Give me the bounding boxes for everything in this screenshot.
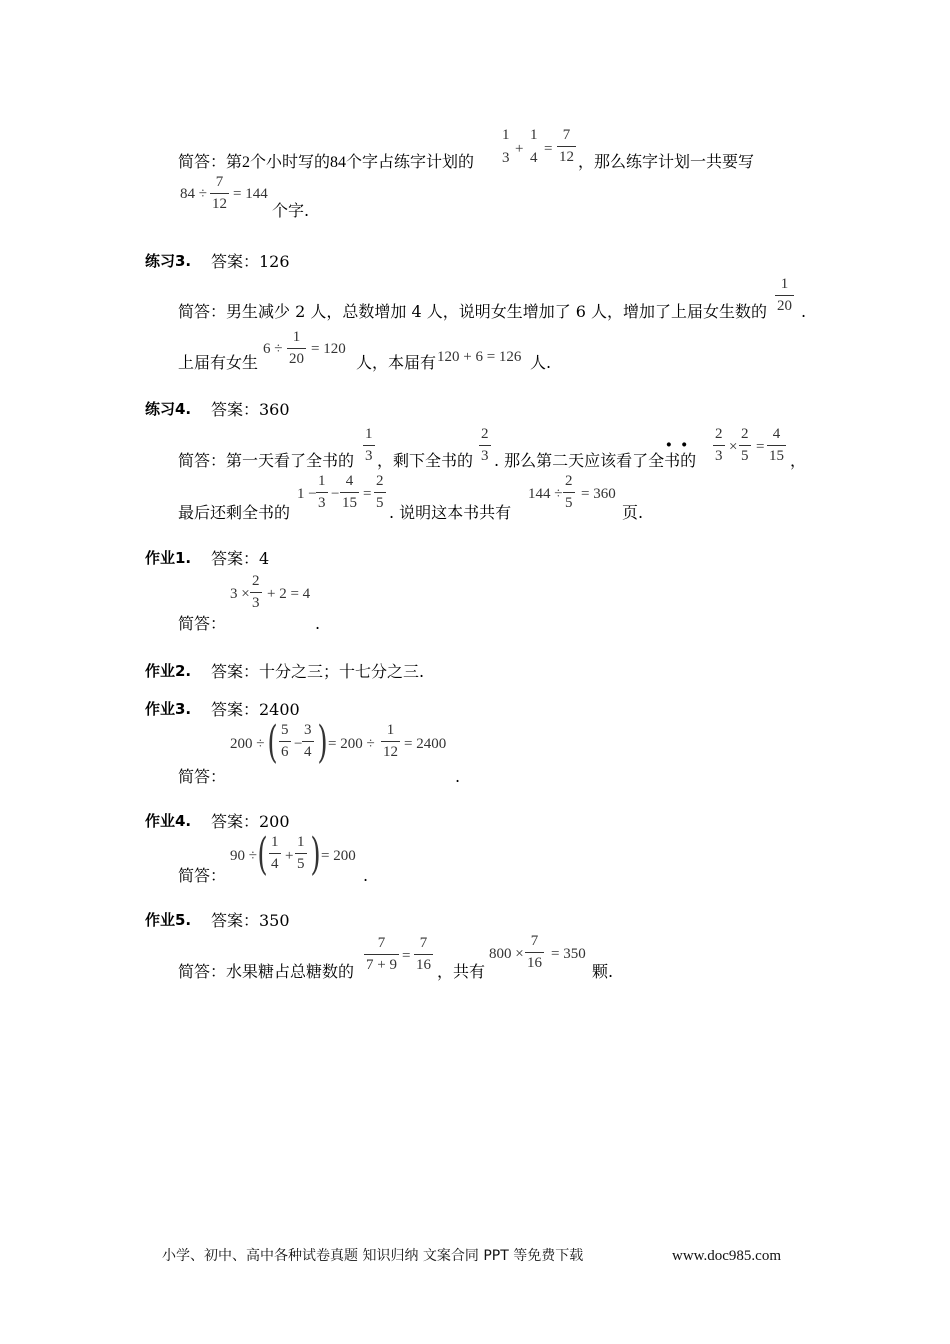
- fraction: 7 16: [527, 933, 542, 971]
- math-op: −: [294, 736, 303, 752]
- math-expr: 90 ÷: [230, 848, 257, 864]
- answer: 答案：126: [211, 252, 290, 271]
- fraction: 5 6: [281, 722, 289, 760]
- brief-text: 最后还剩全书的: [178, 503, 291, 522]
- brief-text: . 说明这本书共有: [389, 503, 512, 522]
- punct: .: [801, 302, 807, 321]
- fraction: 1 12: [383, 722, 398, 760]
- math-expr: 1 −: [297, 486, 317, 502]
- math-expr: + 2 = 4: [267, 586, 311, 602]
- math-op: =: [544, 141, 553, 157]
- math-op: +: [285, 848, 294, 864]
- math-op: =: [402, 948, 411, 964]
- fraction: 2 5: [565, 473, 573, 511]
- fraction: 1 20: [777, 276, 792, 314]
- fraction: 2 3: [481, 426, 489, 464]
- brief-text: 简答：: [178, 866, 227, 885]
- fraction: 4 15: [769, 426, 784, 464]
- fraction: 2 3: [252, 573, 260, 611]
- item-label: 练习3.: [145, 252, 192, 270]
- brief-text: . 那么第二天应该看了全书的: [494, 451, 697, 470]
- math-expr: = 144: [233, 186, 268, 202]
- fraction: 2 5: [376, 473, 384, 511]
- fraction: 7 12: [212, 174, 227, 212]
- brief-text: ，共有: [437, 962, 486, 981]
- brief-text: 简答：: [178, 767, 227, 786]
- brief-text: 简答：水果糖占总糖数的: [178, 962, 355, 981]
- answer: 答案：2400: [211, 700, 300, 719]
- answer: 答案：350: [211, 911, 290, 930]
- brief-text: 颗.: [592, 962, 614, 981]
- math-expr: 84 ÷: [180, 186, 207, 202]
- answer: 答案：4: [211, 549, 270, 568]
- fraction: 1 3: [502, 127, 510, 166]
- answer: 答案：200: [211, 812, 290, 831]
- math-expr: = 200: [321, 848, 356, 864]
- brief-text: 人.: [530, 353, 552, 372]
- fraction: 7 12: [559, 127, 574, 165]
- item-label: 作业5.: [145, 911, 192, 929]
- brief-text: 简答：第一天看了全书的: [178, 451, 355, 470]
- math-op: =: [756, 439, 765, 455]
- math-expr: = 2400: [404, 736, 447, 752]
- fraction: 1 20: [289, 329, 304, 367]
- fraction: 1 4: [530, 127, 538, 166]
- footer-text: 小学、初中、高中各种试卷真题 知识归纳 文案合同 PPT 等免费下载: [162, 1248, 584, 1264]
- fraction: 2 5: [741, 426, 749, 464]
- item-label: 练习4.: [145, 400, 192, 418]
- item-label: 作业3.: [145, 700, 192, 718]
- math-op: =: [363, 486, 372, 502]
- fraction: 4 15: [342, 473, 357, 511]
- punct: .: [363, 866, 369, 885]
- decorative-dots: · ·: [665, 432, 688, 458]
- fraction: 7 7 + 9: [366, 935, 397, 973]
- math-expr: = 360: [581, 486, 616, 502]
- left-paren: (: [267, 717, 278, 768]
- footer-url[interactable]: www.doc985.com: [672, 1248, 782, 1264]
- brief-text: 简答：男生减少 2 人，总数增加 4 人，说明女生增加了 6 人，增加了上届女生数的: [178, 302, 768, 321]
- brief-text: 简答：: [178, 614, 227, 633]
- left-paren: (: [257, 829, 268, 880]
- right-paren: ): [317, 717, 328, 768]
- punct: .: [455, 767, 461, 786]
- math-op: +: [515, 141, 524, 157]
- item-label: 作业1.: [145, 549, 192, 567]
- brief-text: 上届有女生: [178, 353, 259, 372]
- brief-text: 人，本届有: [356, 353, 437, 372]
- brief-text: 个字.: [272, 201, 310, 220]
- math-expr: 200 ÷: [230, 736, 265, 752]
- math-op: −: [331, 486, 340, 502]
- punct: ，: [790, 451, 807, 470]
- brief-text: 简答：第2个小时写的84个字占练字计划的: [178, 152, 475, 171]
- math-expr: 120 + 6 = 126: [437, 349, 522, 365]
- math-expr: = 120: [311, 341, 346, 357]
- fraction: 3 4: [304, 722, 312, 760]
- item-label: 作业2.: [145, 662, 192, 680]
- math-expr: 6 ÷: [263, 341, 283, 357]
- item-label: 作业4.: [145, 812, 192, 830]
- fraction: 2 3: [715, 426, 723, 464]
- math-expr: 800 ×: [489, 946, 524, 962]
- math-expr: = 350: [551, 946, 586, 962]
- math-op: ×: [729, 439, 738, 455]
- fraction: 7 16: [416, 935, 431, 973]
- brief-text: ，那么练字计划一共要写: [578, 152, 755, 171]
- answer: 答案：360: [211, 400, 290, 419]
- brief-text: ，剩下全书的: [377, 451, 474, 470]
- math-expr: 144 ÷: [528, 486, 563, 502]
- fraction: 1 3: [318, 473, 326, 511]
- answer: 答案：十分之三；十七分之三.: [211, 662, 425, 681]
- fraction: 1 5: [297, 834, 305, 872]
- right-paren: ): [310, 829, 321, 880]
- punct: .: [315, 614, 321, 633]
- fraction: 1 4: [271, 834, 279, 872]
- math-expr: 3 ×: [230, 586, 250, 602]
- math-expr: = 200 ÷: [328, 736, 375, 752]
- brief-text: 页.: [622, 503, 644, 522]
- fraction: 1 3: [365, 426, 373, 464]
